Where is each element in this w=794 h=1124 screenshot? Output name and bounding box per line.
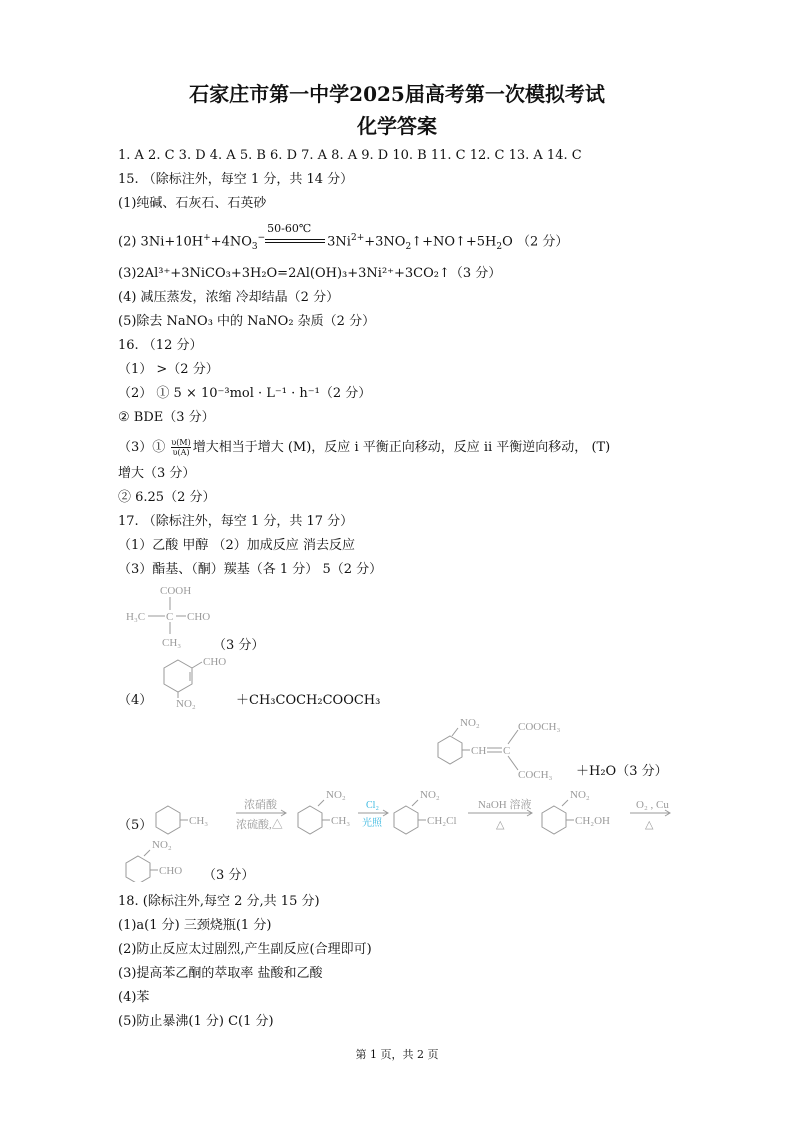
svg-text:COCH₃: COCH₃ xyxy=(518,769,553,781)
condensation-product-image xyxy=(430,714,580,786)
q17-part5-label: （5） xyxy=(118,818,153,833)
svg-text:△: △ xyxy=(496,819,505,831)
q18-header: 18. (除标注外,每空 2 分,共 15 分) xyxy=(118,894,320,909)
svg-text:CH₂Cl: CH₂Cl xyxy=(427,815,457,827)
svg-text:CH₃: CH₃ xyxy=(189,815,209,827)
q15-part4: (4) 减压蒸发，浓缩 冷却结晶（2 分） xyxy=(118,290,340,305)
svg-text:CH₃: CH₃ xyxy=(331,815,351,827)
q15-part5: (5)除去 NaNO₃ 中的 NaNO₂ 杂质（2 分） xyxy=(118,314,376,329)
svg-text:NO₂: NO₂ xyxy=(152,839,172,851)
q15-part3: (3)2Al³⁺+3NiCO₃+3H₂O=2Al(OH)₃+3Ni²⁺+3CO₂↑（3 分） xyxy=(118,266,502,281)
q16-part3a-cont: 增大（3 分） xyxy=(118,466,196,481)
q18-part1: (1)a(1 分) 三颈烧瓶(1 分) xyxy=(118,918,272,933)
svg-text:CH₂OH: CH₂OH xyxy=(575,815,611,827)
q16-part3b: ② 6.25（2 分） xyxy=(118,490,216,505)
q15-part1: (1)纯碱、石灰石、石英砂 xyxy=(118,196,267,211)
svg-text:CHO: CHO xyxy=(159,865,183,877)
svg-text:△: △ xyxy=(645,819,654,831)
svg-text:COOCH₃: COOCH₃ xyxy=(518,721,561,733)
svg-text:NaOH 溶液: NaOH 溶液 xyxy=(478,799,532,811)
q18-part4: (4)苯 xyxy=(118,990,150,1005)
svg-text:H₃C: H₃C xyxy=(126,611,146,623)
page-footer: 第 1 页，共 2 页 xyxy=(355,1048,439,1061)
q16-header: 16. （12 分） xyxy=(118,338,203,353)
q17-part1-2: （1）乙酸 甲醇 （2）加成反应 消去反应 xyxy=(118,538,355,553)
q17-part4-reagent: ＋CH₃COCH₂COOCH₃ xyxy=(236,693,381,708)
q15-condition: 50-60℃ xyxy=(267,222,312,236)
q16-part1: （1） >（2 分） xyxy=(118,362,219,377)
q17-part4-product-score: ＋H₂O（3 分） xyxy=(576,764,668,779)
q18-part5: (5)防止暴沸(1 分) C(1 分) xyxy=(118,1014,274,1029)
q16-part2a: （2） ① 5 × 10⁻³mol · L⁻¹ · h⁻¹（2 分） xyxy=(118,386,372,401)
q17-part3: （3）酯基、（酮）羰基（各 1 分） 5（2 分） xyxy=(118,562,383,577)
svg-text:NO₂: NO₂ xyxy=(570,789,590,801)
svg-text:NO₂: NO₂ xyxy=(460,717,480,729)
svg-text:CH₃: CH₃ xyxy=(162,637,182,649)
q16-part3a: （3）① $\frac{\upsilon(M)}{\upsilon(A)}$ 增大相当于增大 (M)，反应 ⅰ 平衡正向移动，反应 ⅱ 平衡逆向移动， (T) xyxy=(118,438,611,457)
svg-text:浓硫酸,△: 浓硫酸,△ xyxy=(236,819,283,831)
q15-header: 15. （除标注外，每空 1 分，共 14 分） xyxy=(118,172,354,187)
q18-part2: (2)防止反应太过剧烈,产生副反应(合理即可) xyxy=(118,942,372,957)
svg-text:COOH: COOH xyxy=(160,585,192,597)
svg-text:CH: CH xyxy=(471,745,487,757)
svg-text:浓硝酸: 浓硝酸 xyxy=(244,799,277,811)
q18-part3: (3)提高苯乙酮的萃取率 盐酸和乙酸 xyxy=(118,966,323,981)
svg-text:NO₂: NO₂ xyxy=(420,789,440,801)
q17-part4-label: （4） xyxy=(118,693,153,708)
route-product-image xyxy=(120,836,200,882)
svg-text:光照: 光照 xyxy=(362,818,382,829)
nitrobenzaldehyde-image xyxy=(158,650,238,710)
synthesis-route-image xyxy=(150,786,674,846)
svg-text:O₂ , Cu: O₂ , Cu xyxy=(636,799,669,811)
svg-text:CHO: CHO xyxy=(203,656,227,668)
exam-subtitle: 化学答案 xyxy=(357,114,437,138)
exam-title: 石家庄市第一中学2025届高考第一次模拟考试 xyxy=(189,82,605,106)
svg-text:C: C xyxy=(503,745,511,757)
q17-header: 17. （除标注外，每空 1 分，共 17 分） xyxy=(118,514,354,529)
mc-answers: 1. A 2. C 3. D 4. A 5. B 6. D 7. A 8. A 9. D 10. B 11. C 12. C 13. A 14. C xyxy=(118,148,582,163)
svg-text:CHO: CHO xyxy=(187,611,211,623)
svg-text:NO₂: NO₂ xyxy=(176,698,196,710)
q17-structure-score: （3 分） xyxy=(213,638,265,653)
q15-part2-equation: (2) $3Ni+10H^++4NO_3^-$ 50-60℃ $3Ni^{2+}+3NO_2↑+NO↑+5H_2O$ （2 分） xyxy=(118,222,569,252)
q17-part5-score: （3 分） xyxy=(203,868,255,883)
ratio-fraction: $\frac{\upsilon(M)}{\upsilon(A)}$ xyxy=(171,438,191,457)
q16-part2b: ② BDE（3 分） xyxy=(118,410,215,425)
svg-text:C: C xyxy=(166,611,174,623)
svg-text:Cl₂: Cl₂ xyxy=(366,800,379,811)
svg-text:NO₂: NO₂ xyxy=(326,789,346,801)
